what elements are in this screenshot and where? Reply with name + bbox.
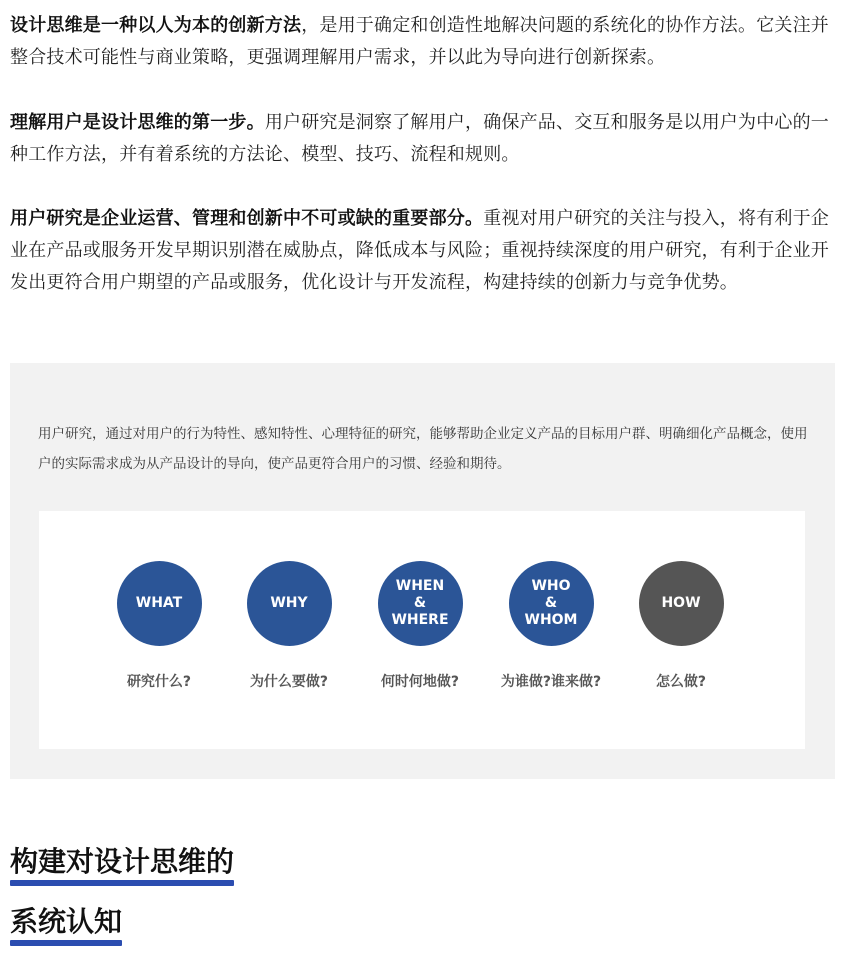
heading-highlight: 系统认知 [10, 902, 122, 942]
who-whom-caption: 为谁做?谁来做? [500, 674, 602, 690]
question-why [224, 561, 354, 691]
question-who-whom [486, 561, 616, 691]
who-whom-circle: WHO & WHOM [509, 561, 594, 646]
when-where-circle: WHEN & WHERE [378, 561, 463, 646]
paragraph-body: 重视对用户研究的关注与投入，将有利于企业在产品或服务开发早期识别潜在威胁点，降低成本与风险；重视持续深度的用户研究，有利于企业开发出更符合用户期望的产品或服务，优化设计与开发流程，构建持续的创新力与竞争优势。 [10, 208, 830, 293]
how-circle: HOW [639, 561, 724, 646]
user-research-importance-paragraph [10, 203, 836, 299]
paragraph-lead: 设计思维是一种以人为本的创新方法 [10, 15, 302, 36]
question-when-where [355, 561, 485, 691]
how-caption: 怎么做? [655, 674, 707, 690]
paragraph-lead: 用户研究是企业运营、管理和创新中不可或缺的重要部分。 [10, 208, 484, 229]
paragraph-body: 用户研究是洞察了解用户，确保产品、交互和服务是以用户为中心的一种工作方法，并有着系统的方法论、模型、技巧、流程和规则。 [10, 112, 830, 165]
why-caption: 为什么要做? [249, 674, 329, 690]
intro-paragraph [10, 10, 836, 74]
why-circle: WHY [247, 561, 332, 646]
research-questions-panel [39, 511, 805, 749]
when-where-caption: 何时何地做? [380, 674, 460, 690]
paragraph-body: ，是用于确定和创造性地解决问题的系统化的协作方法。它关注并整合技术可能性与商业策略，更强调理解用户需求，并以此为导向进行创新探索。 [10, 15, 829, 68]
heading-highlight: 构建对设计思维的 [10, 842, 234, 882]
what-caption: 研究什么? [126, 674, 192, 690]
question-how [616, 561, 746, 691]
paragraph-lead: 理解用户是设计思维的第一步。 [10, 112, 265, 133]
card-description: 用户研究，通过对用户的行为特性、感知特性、心理特征的研究，能够帮助企业定义产品的目标用户群、明确细化产品概念，使用户的实际需求成为从产品设计的导向，使产品更符合用户的习惯、经验和期待。 [38, 426, 808, 472]
section-heading-line1 [10, 842, 234, 882]
section-heading-line2 [10, 902, 122, 942]
what-circle: WHAT [117, 561, 202, 646]
user-research-card [10, 363, 835, 779]
user-understanding-paragraph [10, 107, 836, 171]
question-what [94, 561, 224, 691]
